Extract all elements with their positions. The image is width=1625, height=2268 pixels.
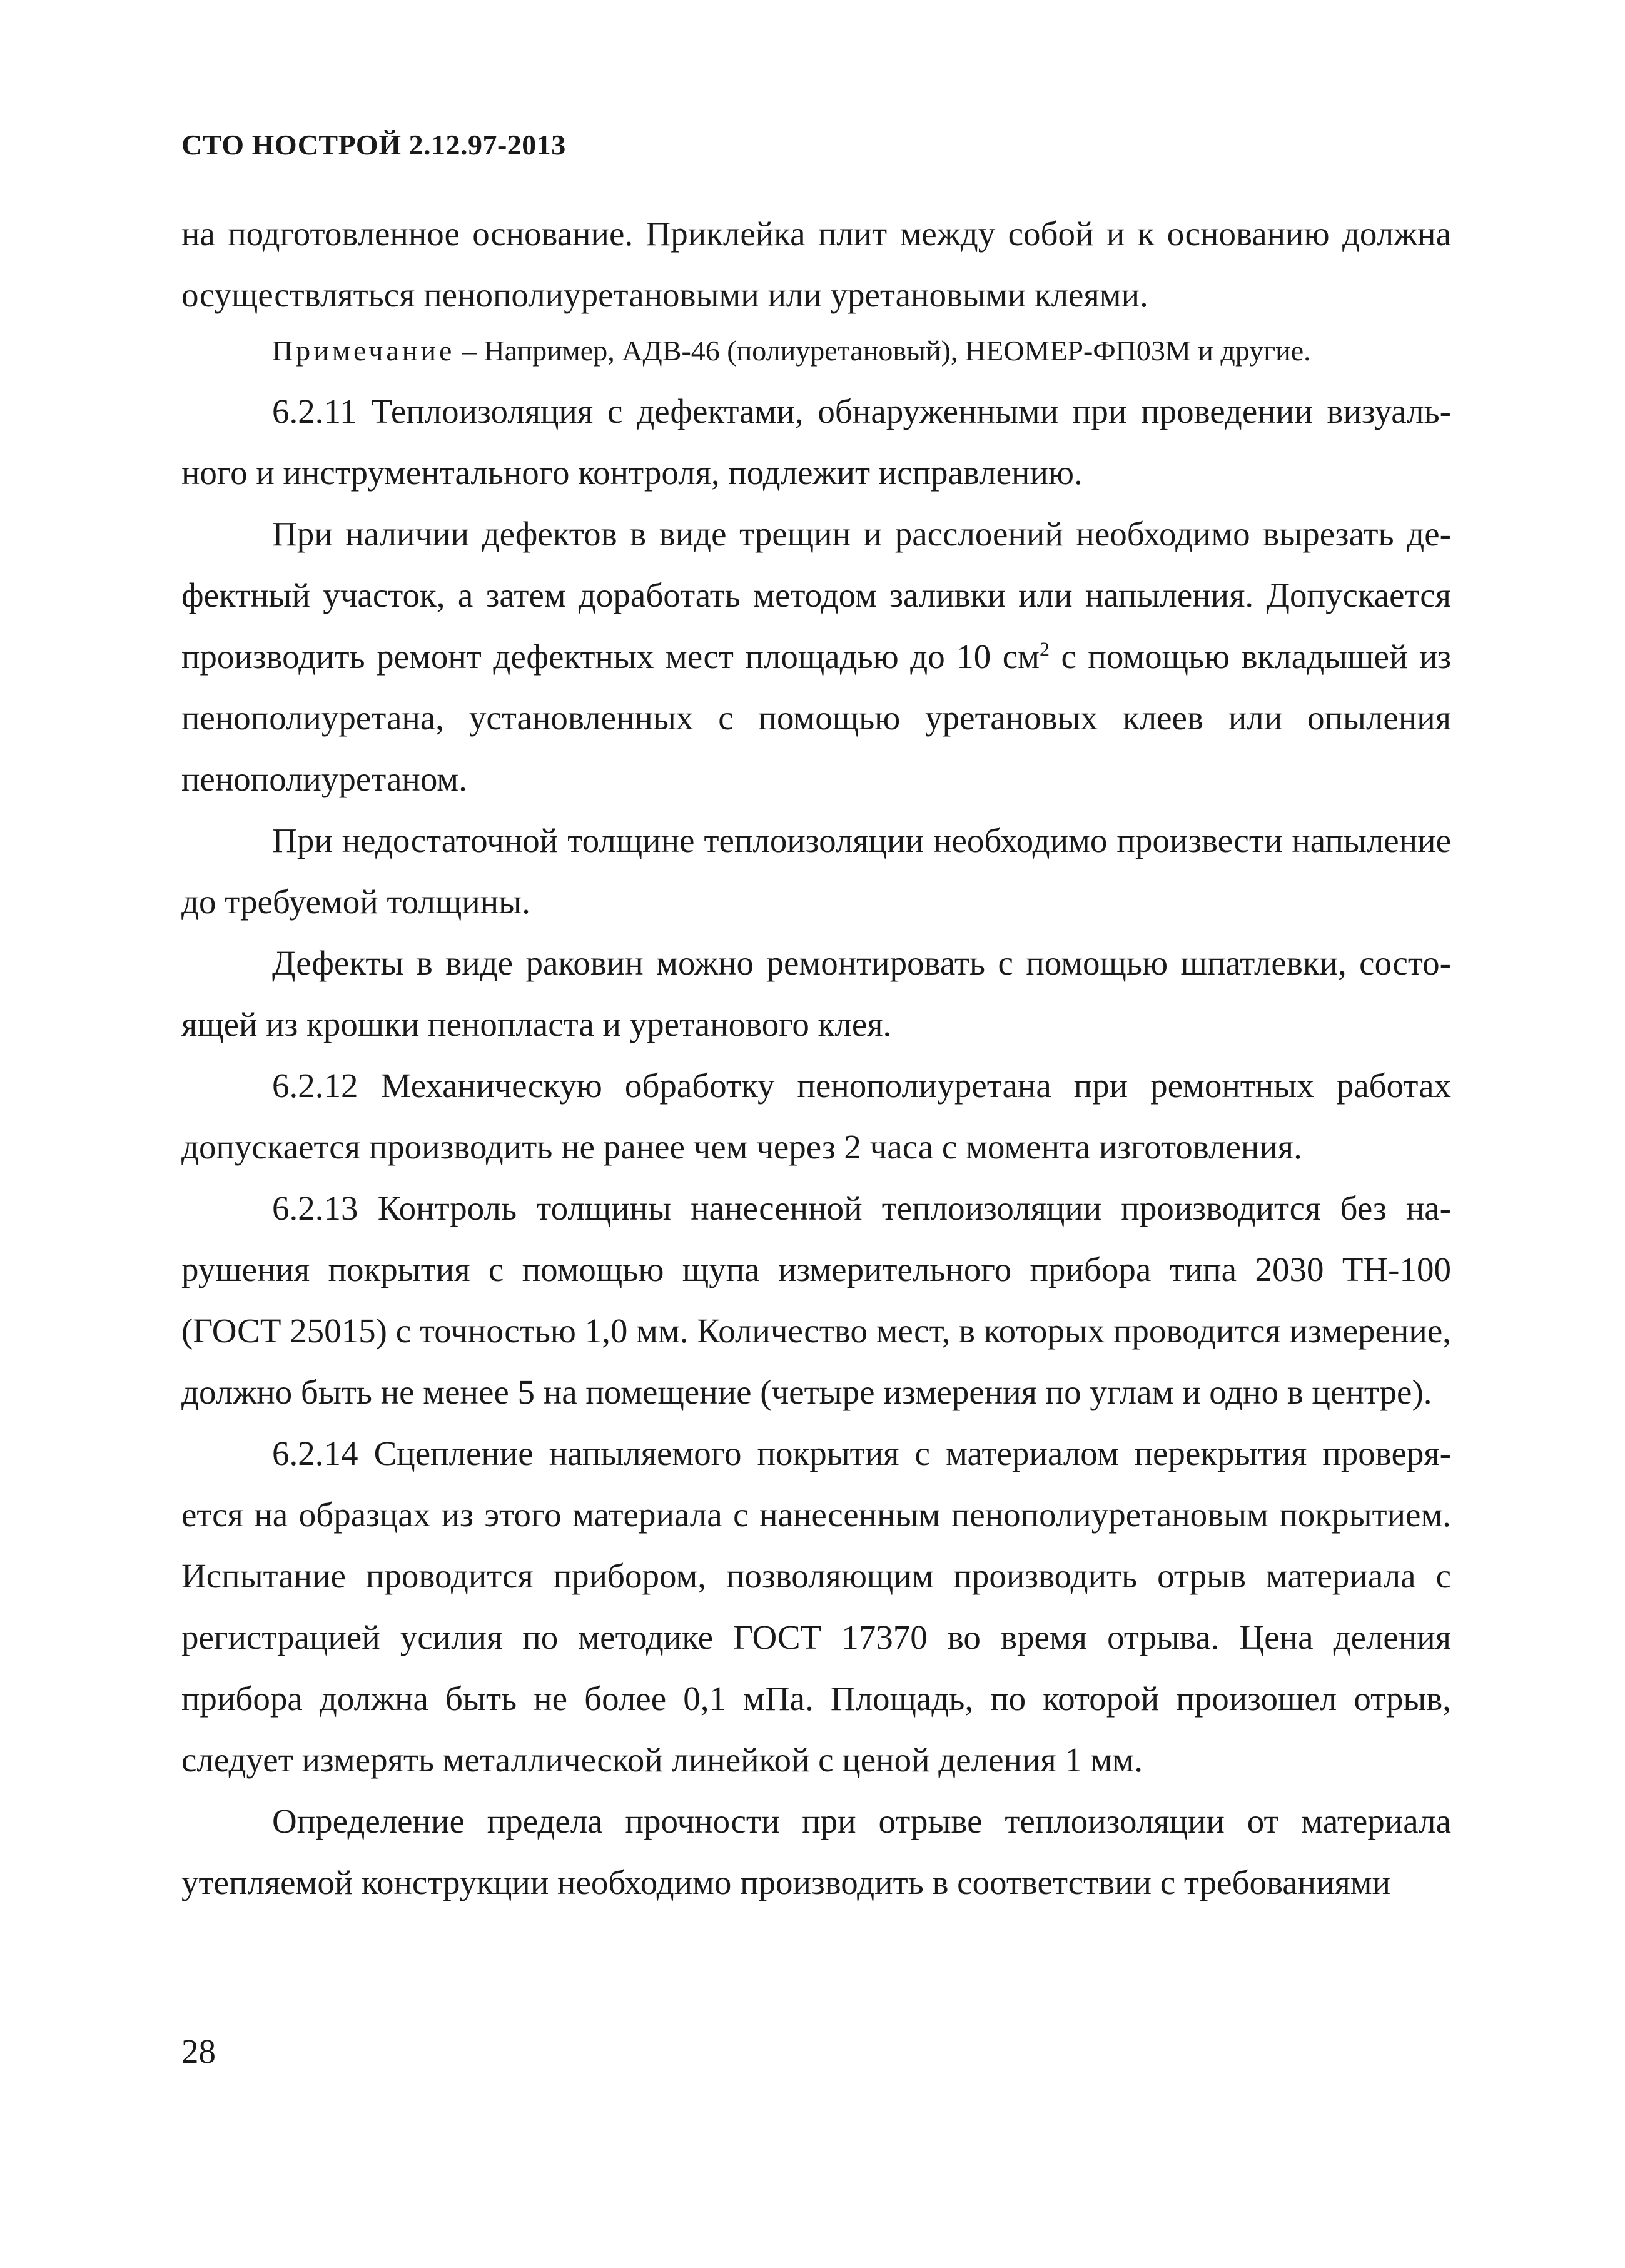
paragraph-cavities: Дефекты в виде раковин можно ремонтировать с помощью шпатлевки, состоящей из крошки пенопласта и уретанового клея. [181,944,1451,1043]
document-header: СТО НОСТРОЙ 2.12.97-2013 [181,129,566,161]
paragraph-tensile-strength: Определение предела прочности при отрыве теплоизоляции от материала утепляемой конструкции необходимо производить в соответствии с требованиями [181,1802,1451,1901]
paragraph-6-2-11: 6.2.11 Теплоизоляция с дефектами, обнаруженными при проведении визуального и инструментального контроля, подлежит исправлению. [181,392,1451,492]
note-label: Примечание [272,335,455,367]
document-body [181,203,1451,1913]
superscript-2: 2 [1039,637,1050,661]
paragraph-6-2-12: 6.2.12 Механическую обработку пенополиуретана при ремонтных работах допускается производить не ранее чем через 2 часа с момента изготовления. [181,1066,1451,1166]
note-paragraph [181,326,1451,376]
paragraph-defects-cracks [181,504,1451,810]
paragraph-insufficient-thickness: При недостаточной толщине теплоизоляции необходимо произвести напыление до требуемой толщины. [181,821,1451,921]
paragraph-continuation: на подготовленное основание. Приклейка плит между собой и к основанию должна осуществляться пенополиуретановыми или уретановыми клеями. [181,215,1451,314]
note-text: – Например, АДВ-46 (полиуретановый), НЕОМЕР-ФП03М и другие. [455,335,1311,367]
paragraph-6-2-14: 6.2.14 Сцепление напыляемого покрытия с материалом перекрытия проверяется на образцах из этого материала с нанесенным пенополиуретановым покрытием. Испытание проводится прибором, позволяющим производить отрыв материала с регистрацией усилия по методике ГОСТ 17370 во время отрыва. Цена деления прибора должна быть не более 0,1 мПа. Площадь, по которой произошел отрыв, следует измерять металлической линейкой с ценой деления 1 мм. [181,1434,1451,1779]
paragraph-6-2-13: 6.2.13 Контроль толщины нанесенной теплоизоляции производится без нарушения покрытия с помощью щупа измерительного прибора типа 2030 ТН-100 (ГОСТ 25015) с точностью 1,0 мм. Количество мест, в которых проводится измерение, должно быть не менее 5 на помещение (четыре измерения по углам и одно в центре). [181,1189,1451,1411]
page-number: 28 [181,2032,216,2070]
paragraph-defects-cracks-part1: При наличии дефектов в виде трещин и расслоений необходимо вырезать дефектный участок, а затем доработать методом заливки или напыления. Допускается производить ремонт дефектных мест площадью до 10 см [181,515,1451,676]
paragraph-defects-cracks-part2: с помощью вкладышей из пенополиуретана, установленных с помощью уретановых клеев или опыления пенополиуретаном. [181,637,1452,798]
